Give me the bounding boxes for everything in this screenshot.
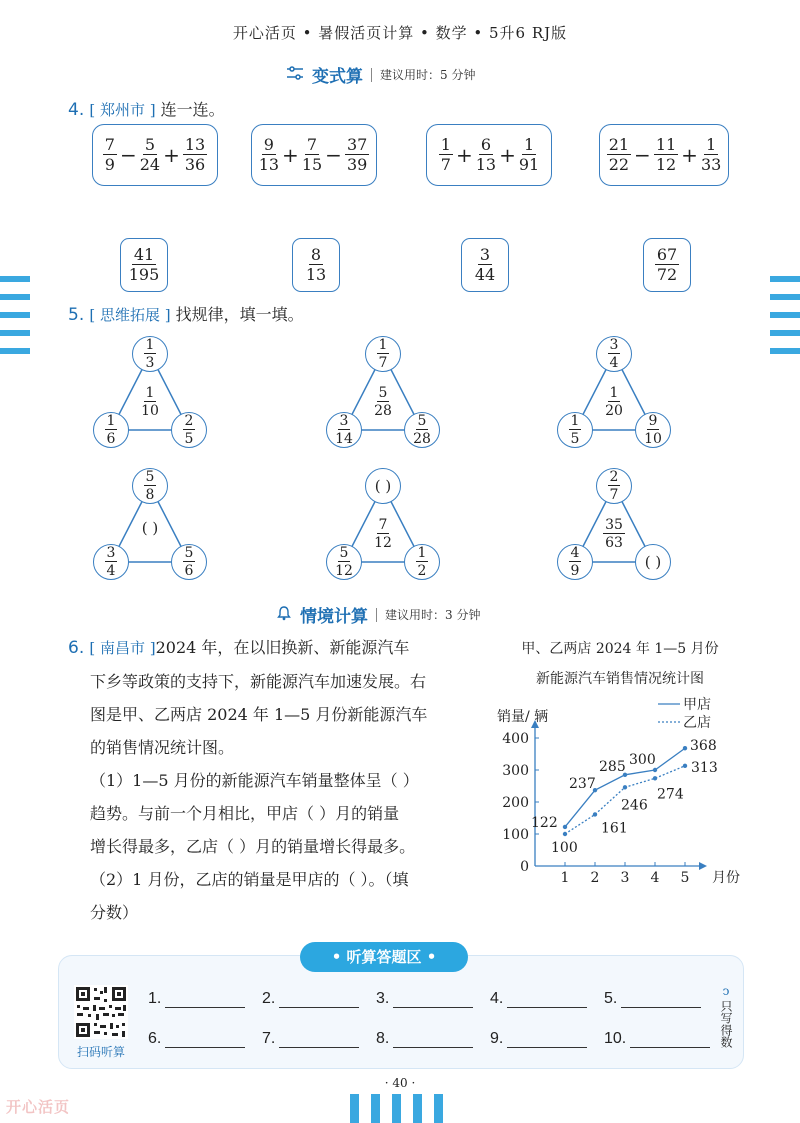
denominator: 72 bbox=[656, 265, 678, 284]
vertex-right bbox=[635, 412, 671, 448]
operator: + bbox=[163, 143, 180, 167]
vertex-top bbox=[132, 468, 168, 504]
denominator: 22 bbox=[608, 155, 630, 174]
fraction bbox=[183, 137, 207, 173]
data-label: 274 bbox=[657, 786, 684, 803]
y-tick-label: 400 bbox=[502, 731, 529, 747]
blank-line[interactable] bbox=[393, 1032, 473, 1048]
blank-number: 9. bbox=[490, 1030, 504, 1047]
denominator: 5 bbox=[184, 431, 194, 447]
fraction bbox=[476, 137, 496, 173]
blank-number: 2. bbox=[262, 990, 276, 1007]
numerator: 5 bbox=[339, 545, 349, 561]
numerator: 6 bbox=[480, 135, 491, 154]
x-tick-label: 5 bbox=[680, 870, 690, 886]
numerator: 3 bbox=[106, 545, 116, 561]
denominator: 39 bbox=[346, 155, 368, 174]
blank-number: 7. bbox=[262, 1030, 276, 1047]
triangle-center[interactable] bbox=[130, 518, 170, 537]
vertex-left bbox=[93, 412, 129, 448]
fraction bbox=[105, 546, 118, 578]
fraction bbox=[519, 137, 539, 173]
denominator: 13 bbox=[475, 155, 497, 174]
denominator: 3 bbox=[145, 355, 155, 371]
answer-blank[interactable] bbox=[148, 1030, 245, 1048]
numerator: 13 bbox=[184, 135, 206, 154]
fraction bbox=[144, 338, 157, 370]
blank-number: 8. bbox=[376, 1030, 390, 1047]
data-point bbox=[653, 776, 657, 780]
question-6-body bbox=[68, 631, 486, 929]
question-4-heading bbox=[68, 97, 225, 120]
vertex-top bbox=[132, 336, 168, 372]
data-point bbox=[653, 768, 657, 772]
fraction bbox=[569, 414, 582, 446]
fraction bbox=[475, 247, 495, 283]
fraction bbox=[374, 518, 392, 550]
fraction bbox=[377, 338, 390, 370]
numerator: 3 bbox=[479, 245, 491, 264]
question-6-first-line bbox=[68, 631, 486, 665]
fraction bbox=[302, 137, 322, 173]
question-line: 的销售情况统计图。 bbox=[90, 738, 235, 757]
vertex-top bbox=[596, 468, 632, 504]
denominator: 7 bbox=[378, 355, 388, 371]
denominator: 15 bbox=[301, 155, 323, 174]
denominator: 28 bbox=[374, 403, 392, 419]
vertex-right bbox=[404, 412, 440, 448]
denominator: 5 bbox=[570, 431, 580, 447]
data-label: 237 bbox=[569, 776, 596, 793]
numerator: 7 bbox=[306, 135, 318, 154]
blank-number: 5. bbox=[604, 990, 618, 1007]
y-tick-label: 200 bbox=[502, 795, 529, 811]
answer-blank[interactable] bbox=[604, 1030, 710, 1048]
data-label: 246 bbox=[621, 797, 648, 814]
y-tick-label: 100 bbox=[502, 827, 529, 843]
operator: + bbox=[282, 143, 299, 167]
denominator: 24 bbox=[139, 155, 161, 174]
fraction bbox=[608, 470, 621, 502]
operator: + bbox=[455, 143, 473, 167]
data-point bbox=[683, 746, 687, 750]
sliders-icon bbox=[286, 65, 304, 84]
answer-blank[interactable] bbox=[376, 1030, 473, 1048]
numerator: 9 bbox=[648, 413, 658, 429]
page-number: · 40 · bbox=[384, 1076, 416, 1090]
fraction bbox=[335, 546, 353, 578]
blank-paren[interactable]: ( ) bbox=[374, 477, 392, 495]
denominator: 44 bbox=[474, 265, 496, 284]
vertex-right bbox=[171, 412, 207, 448]
numerator: 5 bbox=[184, 545, 194, 561]
x-tick-label: 4 bbox=[650, 870, 660, 886]
vertex-right bbox=[404, 544, 440, 580]
question-5-heading bbox=[68, 302, 304, 325]
chart-title bbox=[500, 634, 740, 694]
data-point bbox=[683, 764, 687, 768]
denominator: 13 bbox=[258, 155, 280, 174]
denominator: 2 bbox=[417, 563, 427, 579]
fraction bbox=[603, 518, 625, 550]
numerator: 9 bbox=[263, 135, 274, 154]
blank-paren[interactable]: ( ) bbox=[141, 519, 159, 537]
answer-blank[interactable] bbox=[604, 990, 701, 1008]
fraction bbox=[345, 137, 369, 173]
fraction bbox=[439, 137, 453, 173]
numerator: 4 bbox=[570, 545, 580, 561]
y-tick-label: 0 bbox=[520, 859, 529, 875]
fraction bbox=[183, 546, 196, 578]
side-note bbox=[716, 984, 736, 1048]
numerator: 1 bbox=[440, 135, 451, 154]
triangle-center bbox=[130, 386, 170, 418]
numerator: 67 bbox=[656, 245, 678, 264]
legend-label: 甲店 bbox=[683, 697, 711, 713]
question-line: 2024 年，在以旧换新、新能源汽车 bbox=[155, 638, 410, 657]
vertex-top bbox=[365, 336, 401, 372]
data-point bbox=[563, 825, 567, 829]
denominator: 4 bbox=[609, 355, 619, 371]
numerator: 1 bbox=[417, 545, 427, 561]
answer-blank[interactable] bbox=[148, 990, 245, 1008]
numerator: 1 bbox=[609, 385, 619, 401]
blank-number: 10. bbox=[604, 1030, 627, 1047]
denominator: 63 bbox=[605, 535, 623, 551]
vertex-left bbox=[93, 544, 129, 580]
answer-blank[interactable] bbox=[262, 990, 359, 1008]
operator: − bbox=[634, 143, 651, 167]
brand-logo: 开心活页 bbox=[6, 1098, 71, 1116]
denominator: 7 bbox=[440, 155, 451, 174]
bottom-stripes bbox=[350, 1094, 443, 1123]
fraction bbox=[103, 137, 117, 173]
ear-icon: ↄ bbox=[722, 984, 730, 998]
denominator: 195 bbox=[128, 265, 160, 284]
question-number: 6. bbox=[68, 638, 85, 658]
vertex-left bbox=[326, 412, 362, 448]
chart-title-line: 甲、乙两店 2024 年 1—5 月份 bbox=[521, 641, 719, 657]
question-line: 趋势。与前一个月相比，甲店（ ）月的销量 bbox=[90, 804, 400, 823]
denominator: 91 bbox=[518, 155, 540, 174]
denominator: 6 bbox=[184, 563, 194, 579]
blank-line[interactable] bbox=[621, 992, 701, 1008]
data-label: 122 bbox=[531, 814, 558, 831]
denominator: 20 bbox=[605, 403, 623, 419]
numerator: 1 bbox=[145, 385, 155, 401]
numerator: 1 bbox=[106, 413, 116, 429]
answer-card[interactable] bbox=[292, 238, 340, 292]
numerator: 2 bbox=[184, 413, 194, 429]
expression-card[interactable] bbox=[599, 124, 729, 186]
answer-blank[interactable] bbox=[490, 990, 587, 1008]
numerator: 7 bbox=[378, 517, 388, 533]
question-line: 分数） bbox=[90, 903, 139, 922]
numerator: 8 bbox=[310, 245, 322, 264]
answer-blank[interactable] bbox=[262, 1030, 359, 1048]
numerator: 7 bbox=[104, 135, 115, 154]
answer-card[interactable] bbox=[120, 238, 168, 292]
x-tick-label: 2 bbox=[590, 870, 600, 886]
vertex-top[interactable] bbox=[365, 468, 401, 504]
answer-card[interactable] bbox=[643, 238, 691, 292]
triangle-center bbox=[363, 518, 403, 550]
fraction bbox=[374, 386, 392, 418]
operator: − bbox=[325, 143, 342, 167]
x-axis-arrow bbox=[699, 862, 707, 870]
denominator: 14 bbox=[335, 431, 353, 447]
question-line: （2）1 月份，乙店的销量是甲店的（ ）。（填 bbox=[90, 870, 409, 889]
fraction bbox=[183, 414, 196, 446]
denominator: 12 bbox=[335, 563, 353, 579]
operator: − bbox=[119, 143, 137, 167]
question-tag: [ 思维拓展 ] bbox=[89, 306, 171, 324]
fraction bbox=[655, 247, 679, 283]
triangle-center bbox=[363, 386, 403, 418]
question-number: 4. bbox=[68, 100, 85, 120]
x-tick-label: 3 bbox=[620, 870, 630, 886]
question-tag: [ 郑州市 ] bbox=[89, 101, 156, 119]
denominator: 9 bbox=[570, 563, 580, 579]
answer-blank[interactable] bbox=[490, 1030, 587, 1048]
numerator: 3 bbox=[339, 413, 349, 429]
blank-line[interactable] bbox=[507, 992, 587, 1008]
denominator: 36 bbox=[184, 155, 206, 174]
numerator: 5 bbox=[417, 413, 427, 429]
fraction bbox=[605, 386, 623, 418]
section-heading-variant bbox=[286, 62, 475, 87]
side-note-text: 只写得数 bbox=[719, 1000, 733, 1048]
fraction bbox=[608, 338, 621, 370]
operator: + bbox=[681, 143, 698, 167]
denominator: 6 bbox=[106, 431, 116, 447]
fraction bbox=[335, 414, 353, 446]
denominator: 10 bbox=[141, 403, 159, 419]
line-chart bbox=[490, 690, 752, 900]
y-tick-label: 300 bbox=[502, 763, 529, 779]
blank-line[interactable] bbox=[507, 1032, 587, 1048]
expression-card[interactable] bbox=[92, 124, 218, 186]
qr-caption: 扫码听算 bbox=[76, 1045, 125, 1059]
numerator: 1 bbox=[570, 413, 580, 429]
blank-line[interactable] bbox=[165, 1032, 245, 1048]
numerator: 1 bbox=[145, 337, 155, 353]
fraction bbox=[413, 414, 431, 446]
blank-number: 4. bbox=[490, 990, 504, 1007]
blank-number: 6. bbox=[148, 1030, 162, 1047]
fraction bbox=[416, 546, 429, 578]
numerator: 41 bbox=[133, 245, 155, 264]
section-title: 变式算 bbox=[312, 67, 363, 87]
data-label: 161 bbox=[601, 820, 628, 837]
vertex-right[interactable] bbox=[635, 544, 671, 580]
question-line: 图是甲、乙两店 2024 年 1—5 月份新能源汽车 bbox=[90, 705, 428, 724]
numerator: 5 bbox=[144, 135, 155, 154]
blank-line[interactable] bbox=[393, 992, 473, 1008]
legend-label: 乙店 bbox=[683, 715, 711, 731]
numerator: 37 bbox=[346, 135, 368, 154]
numerator: 2 bbox=[609, 469, 619, 485]
numerator: 1 bbox=[378, 337, 388, 353]
denominator: 12 bbox=[655, 155, 677, 174]
fraction bbox=[644, 414, 662, 446]
fraction bbox=[654, 137, 678, 173]
page-header: 开心活页 • 暑假活页计算 • 数学 • 5升6 RJ版 bbox=[232, 24, 568, 42]
blank-line[interactable] bbox=[279, 992, 359, 1008]
denominator: 4 bbox=[106, 563, 116, 579]
x-tick-label: 1 bbox=[560, 870, 570, 886]
fraction bbox=[259, 137, 279, 173]
denominator: 8 bbox=[145, 487, 155, 503]
data-label: 368 bbox=[690, 738, 717, 755]
section-hint: 建议用时：5 分钟 bbox=[380, 68, 476, 82]
blank-number: 1. bbox=[148, 990, 162, 1007]
answer-blank[interactable] bbox=[376, 990, 473, 1008]
denominator: 28 bbox=[413, 431, 431, 447]
fraction bbox=[701, 137, 721, 173]
blank-line[interactable] bbox=[279, 1032, 359, 1048]
data-point bbox=[563, 832, 567, 836]
data-label: 300 bbox=[629, 752, 656, 768]
fraction bbox=[306, 247, 326, 283]
denominator: 12 bbox=[374, 535, 392, 551]
numerator: 1 bbox=[523, 135, 535, 154]
question-line: 下乡等政策的支持下，新能源汽车加速发展。右 bbox=[90, 672, 427, 691]
listen-panel-title: • 听算答题区 • bbox=[300, 942, 468, 972]
fraction bbox=[607, 137, 631, 173]
question-tag: [ 南昌市 ] bbox=[89, 639, 156, 657]
expression-card[interactable] bbox=[426, 124, 552, 186]
left-stripes bbox=[0, 276, 30, 354]
fraction bbox=[105, 414, 118, 446]
fraction bbox=[129, 247, 160, 283]
blank-line[interactable] bbox=[165, 992, 245, 1008]
vertex-top bbox=[596, 336, 632, 372]
answer-card[interactable] bbox=[461, 238, 509, 292]
divider bbox=[376, 608, 377, 622]
vertex-left bbox=[557, 544, 593, 580]
denominator: 7 bbox=[609, 487, 619, 503]
section-hint: 建议用时：3 分钟 bbox=[385, 608, 481, 622]
expression-card[interactable] bbox=[251, 124, 377, 186]
section-heading-context bbox=[276, 602, 480, 627]
y-axis-label: 销量/ 辆 bbox=[497, 709, 549, 725]
question-text: 找规律，填一填。 bbox=[175, 305, 304, 324]
denominator: 9 bbox=[104, 155, 115, 174]
right-stripes bbox=[770, 276, 800, 354]
data-label: 313 bbox=[691, 759, 718, 776]
blank-paren[interactable]: ( ) bbox=[644, 553, 662, 571]
question-line: （1）1—5 月份的新能源汽车销量整体呈（ ） bbox=[90, 771, 419, 790]
question-line: 增长得最多，乙店（ ）月的销量增长得最多。 bbox=[90, 837, 416, 856]
data-label: 100 bbox=[551, 840, 578, 856]
vertex-left bbox=[326, 544, 362, 580]
triangle-center bbox=[594, 518, 634, 550]
data-point bbox=[593, 812, 597, 816]
numerator: 5 bbox=[145, 469, 155, 485]
vertex-left bbox=[557, 412, 593, 448]
numerator: 1 bbox=[706, 135, 717, 154]
question-number: 5. bbox=[68, 305, 85, 325]
numerator: 3 bbox=[609, 337, 619, 353]
blank-line[interactable] bbox=[630, 1032, 710, 1048]
denominator: 10 bbox=[644, 431, 662, 447]
divider bbox=[371, 68, 372, 82]
x-axis-label: 月份 bbox=[712, 870, 740, 886]
data-point bbox=[623, 785, 627, 789]
numerator: 5 bbox=[378, 385, 388, 401]
blank-number: 3. bbox=[376, 990, 390, 1007]
numerator: 21 bbox=[608, 135, 630, 154]
vertex-right bbox=[171, 544, 207, 580]
numerator: 11 bbox=[655, 135, 677, 154]
chart-title-line: 新能源汽车销售情况统计图 bbox=[536, 671, 704, 687]
fraction bbox=[140, 137, 160, 173]
bell-icon bbox=[276, 605, 292, 625]
operator: + bbox=[499, 143, 516, 167]
question-text: 连一连。 bbox=[160, 100, 225, 119]
denominator: 13 bbox=[305, 265, 327, 284]
triangle-center bbox=[594, 386, 634, 418]
numerator: 35 bbox=[605, 517, 623, 533]
listen-answer-panel bbox=[58, 955, 744, 1069]
fraction bbox=[144, 470, 157, 502]
section-title: 情境计算 bbox=[300, 607, 368, 627]
fraction bbox=[569, 546, 582, 578]
data-label: 285 bbox=[599, 758, 626, 775]
qr-code[interactable] bbox=[74, 985, 128, 1039]
fraction bbox=[141, 386, 159, 418]
denominator: 33 bbox=[700, 155, 722, 174]
